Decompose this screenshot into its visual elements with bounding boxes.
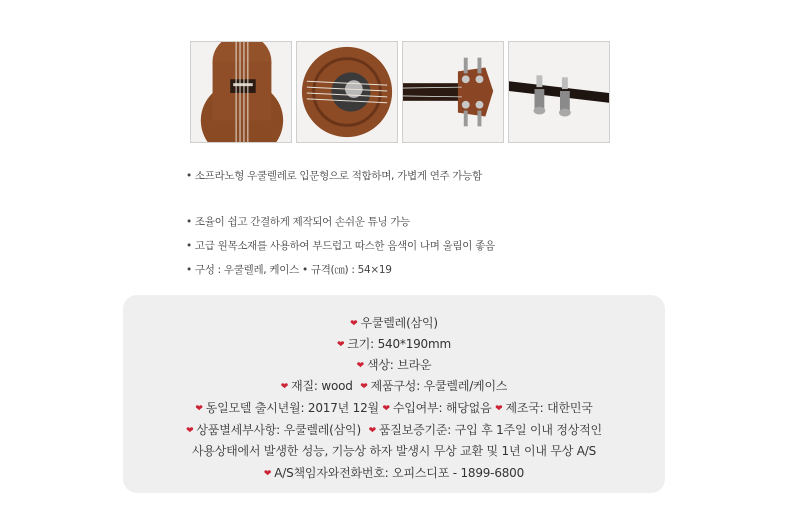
feature-item: • 조율이 쉽고 간결하게 제작되어 손쉬운 튜닝 가능 xyxy=(186,216,411,228)
heart-icon: ❤ xyxy=(186,426,194,436)
spec-line xyxy=(123,442,665,459)
heart-icon: ❤ xyxy=(195,404,203,414)
spec-warranty: 품질보증기준: 구입 후 1주일 이내 정상적인 xyxy=(378,423,602,437)
ukulele-tuner-image[interactable] xyxy=(508,41,610,143)
heart-icon: ❤ xyxy=(350,319,358,329)
spec-detail: 상품별세부사항: 우쿨렐레(삼익) xyxy=(196,423,361,437)
feature-item: • 소프라노형 우쿨렐레로 입문형으로 적합하며, 가볍게 연주 가능함 xyxy=(186,170,482,182)
spec-name: 우쿨렐레(삼익) xyxy=(360,316,438,330)
heart-icon: ❤ xyxy=(337,340,345,350)
heart-icon: ❤ xyxy=(495,404,503,414)
spec-line xyxy=(123,335,665,352)
feature-item: • 고급 원목소재를 사용하여 부드럽고 따스한 음색이 나며 울림이 좋음 xyxy=(186,240,495,252)
spec-line xyxy=(123,399,665,416)
spec-components: 제품구성: 우쿨렐레/케이스 xyxy=(370,379,508,393)
spec-panel xyxy=(123,295,665,493)
spec-line xyxy=(123,377,665,394)
spec-line xyxy=(123,464,665,481)
spec-material: 재질: wood xyxy=(291,379,353,393)
spec-origin: 제조국: 대한민국 xyxy=(505,401,593,415)
spec-line xyxy=(123,314,665,331)
spec-line xyxy=(123,421,665,438)
heart-icon: ❤ xyxy=(280,382,289,392)
spec-size: 크기: 540*190mm xyxy=(347,337,451,351)
spec-contact: A/S책임자와전화번호: 오피스디포 - 1899-6800 xyxy=(274,466,525,480)
spec-line xyxy=(123,356,665,373)
product-image-gallery xyxy=(190,41,610,143)
heart-icon: ❤ xyxy=(368,426,376,436)
heart-icon: ❤ xyxy=(382,404,390,414)
spec-warranty-cont: 사용상태에서 발생한 성능, 기능상 하자 발생시 무상 교환 및 1년 이내 무상 A/S xyxy=(191,444,597,458)
ukulele-headstock-image[interactable] xyxy=(402,41,504,143)
heart-icon: ❤ xyxy=(360,382,368,392)
heart-icon: ❤ xyxy=(263,469,272,479)
ukulele-body-image[interactable] xyxy=(190,41,292,143)
spec-import: 수입여부: 해당없음 xyxy=(392,401,492,415)
heart-icon: ❤ xyxy=(356,361,364,371)
ukulele-soundhole-image[interactable] xyxy=(296,41,398,143)
spec-release: 동일모델 출시년월: 2017년 12월 xyxy=(205,401,379,415)
feature-item: • 구성 : 우쿨렐레, 케이스 • 규격(㎝) : 54×19 xyxy=(186,264,392,276)
spec-color: 색상: 브라운 xyxy=(366,358,432,372)
